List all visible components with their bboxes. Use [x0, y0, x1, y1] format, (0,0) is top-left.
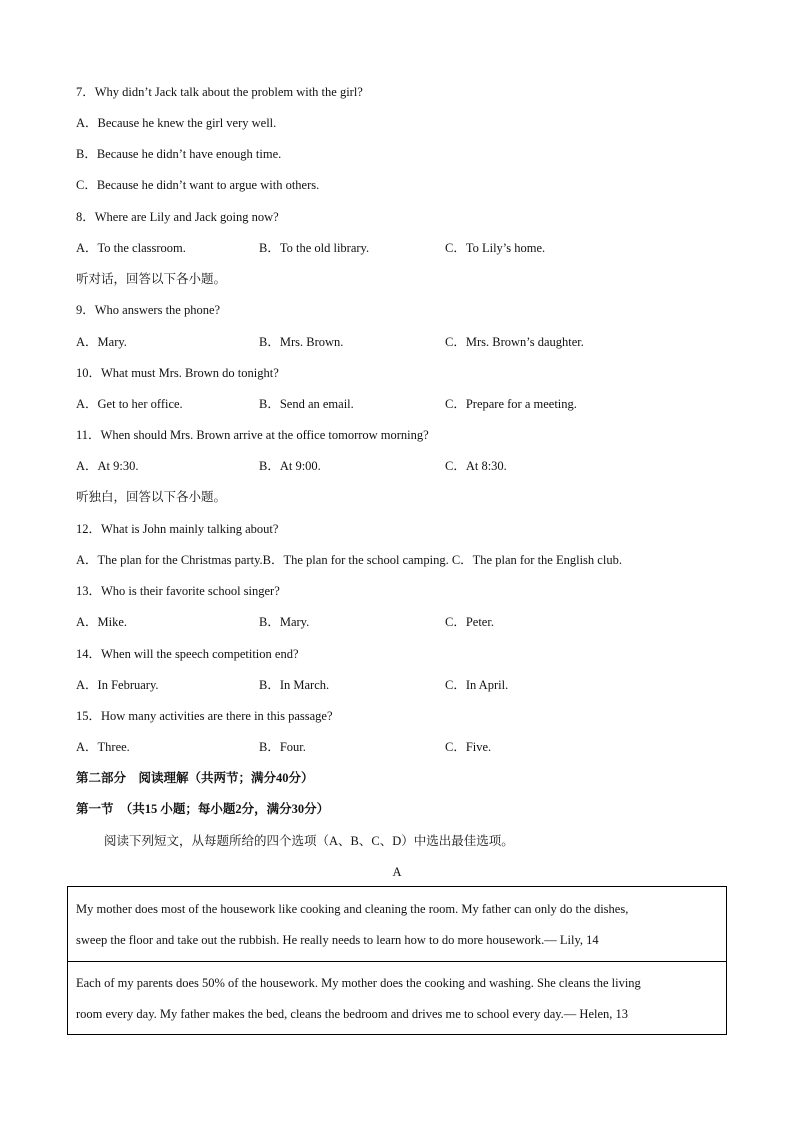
question-13-option-a: A．Mike. [76, 615, 128, 629]
passage-box-divider [67, 961, 727, 962]
question-15-stem: 15．How many activities are there in this passage? [76, 709, 333, 723]
question-15-option-a: A．Three. [76, 740, 130, 754]
question-9-option-a: A．Mary. [76, 335, 127, 349]
question-11-option-a: A．At 9:30. [76, 459, 139, 473]
passage-helen-line-1: Each of my parents does 50% of the housework. My mother does the cooking and washing. She cleans the living [76, 976, 641, 990]
question-7-option-b: B．Because he didn’t have enough time. [76, 147, 282, 161]
question-14-option-a: A．In February. [76, 678, 159, 692]
section-1-title: 第一节 （共15 小题；每小题2分，满分30分） [76, 802, 330, 816]
question-10-option-c: C．Prepare for a meeting. [445, 397, 577, 411]
question-14-option-c: C．In April. [445, 678, 509, 692]
question-8-stem: 8．Where are Lily and Jack going now? [76, 210, 279, 224]
question-10-stem: 10．What must Mrs. Brown do tonight? [76, 366, 279, 380]
passage-lily-line-2: sweep the floor and take out the rubbish. He really needs to learn how to do more housework.— Lily, 14 [76, 933, 599, 947]
question-10-option-a: A．Get to her office. [76, 397, 183, 411]
question-11-stem: 11．When should Mrs. Brown arrive at the office tomorrow morning? [76, 428, 429, 442]
question-15-option-c: C．Five. [445, 740, 492, 754]
question-8-option-b: B．To the old library. [259, 241, 370, 255]
passage-lily-line-1: My mother does most of the housework like cooking and cleaning the room. My father can only do the dishes, [76, 902, 629, 916]
question-15-option-b: B．Four. [259, 740, 306, 754]
question-13-stem: 13．Who is their favorite school singer? [76, 584, 280, 598]
question-14-option-b: B．In March. [259, 678, 330, 692]
question-7-option-c: C．Because he didn’t want to argue with others. [76, 178, 320, 192]
question-9-option-c: C．Mrs. Brown’s daughter. [445, 335, 584, 349]
monologue-instruction: 听独白，回答以下各小题。 [76, 490, 227, 504]
question-8-option-c: C．To Lily’s home. [445, 241, 546, 255]
question-8-option-a: A．To the classroom. [76, 241, 186, 255]
question-14-stem: 14．When will the speech competition end? [76, 647, 299, 661]
question-11-option-c: C．At 8:30. [445, 459, 507, 473]
reading-directions: 阅读下列短文，从每题所给的四个选项（A、B、C、D）中选出最佳选项。 [104, 834, 514, 848]
question-10-option-b: B．Send an email. [259, 397, 354, 411]
question-12-stem: 12．What is John mainly talking about? [76, 522, 279, 536]
passage-label: A [392, 865, 402, 879]
question-12-options: A．The plan for the Christmas party.B．The plan for the school camping. C．The plan for the English club. [76, 553, 622, 567]
passage-helen-line-2: room every day. My father makes the bed, cleans the bedroom and drives me to school every day.— Helen, 13 [76, 1007, 629, 1021]
question-13-option-c: C．Peter. [445, 615, 494, 629]
question-9-option-b: B．Mrs. Brown. [259, 335, 344, 349]
question-7-option-a: A．Because he knew the girl very well. [76, 116, 277, 130]
question-13-option-b: B．Mary. [259, 615, 310, 629]
question-7-stem: 7．Why didn’t Jack talk about the problem with the girl? [76, 85, 363, 99]
question-9-stem: 9．Who answers the phone? [76, 303, 221, 317]
dialogue-instruction: 听对话，回答以下各小题。 [76, 272, 227, 286]
part-2-title: 第二部分 阅读理解（共两节；满分40分） [76, 771, 314, 785]
question-11-option-b: B．At 9:00. [259, 459, 321, 473]
